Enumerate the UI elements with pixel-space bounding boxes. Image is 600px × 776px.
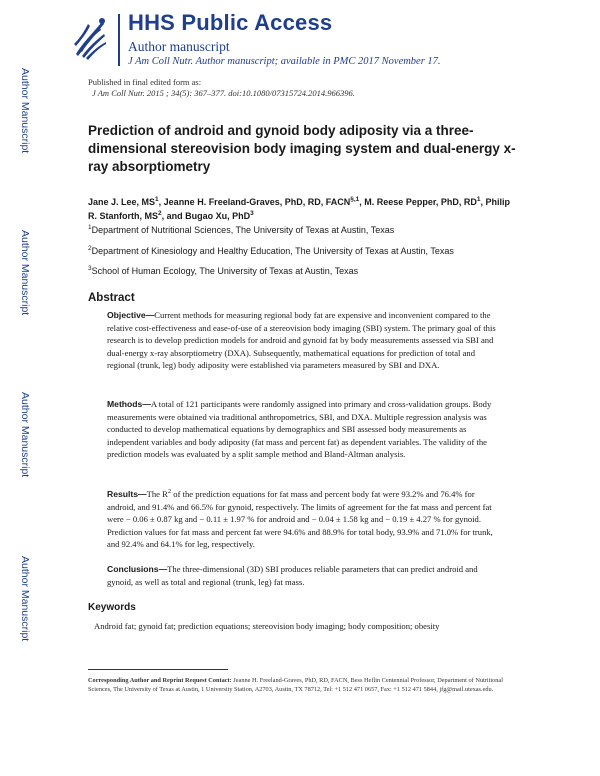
abstract-heading: Abstract <box>88 292 135 304</box>
citation: J Am Coll Nutr. 2015 ; 34(5): 367–377. doi:10.1080/07315724.2014.966396. <box>92 88 355 98</box>
abstract-results: Results—The $R^2$ of the prediction equations for fat mass and percent body fat were 93.2% and 76.4% for android, and 91.4% and 66.5% for gynoid, respectively. The limits of agreement for the fat mass and percent fat were − 0.06 ± 0.87 kg and − 0.11 ± 1.97 % for android and − 0.04 ± 1.58 kg and − 0.19 ± 4.27 % for gynoid. Prediction values for fat mass and percent fat were 94.6% and 88.9% for total body, 93.9% and 71.0% for trunk, and 92.4% and 64.1% for leg, respectively. <box>107 488 493 550</box>
keywords-heading: Keywords <box>88 602 136 613</box>
affiliation: $^2$Department of Kinesiology and Healthy Education, The University of Texas at Austin, Texas <box>88 245 454 256</box>
author-manuscript-label: Author manuscript <box>128 39 230 54</box>
side-label-author-manuscript: Author Manuscript <box>19 68 31 154</box>
hhs-eagle-logo-icon <box>72 14 110 62</box>
abstract-conclusions: Conclusions—The three-dimensional (3D) SBI produces reliable parameters that can predict android and gynoid, as well as total and regional (trunk, leg) fat mass. <box>107 564 478 587</box>
author: Jane J. Lee, MS <box>88 197 156 207</box>
author: M. Reese Pepper, PhD, RD <box>364 197 477 207</box>
brand-title: HHS Public Access <box>128 10 333 35</box>
author: Philip R. Stanforth, MS <box>88 197 510 221</box>
keywords-list: Android fat; gynoid fat; prediction equations; stereovision body imaging; body composition; obesity <box>94 621 440 631</box>
side-label-author-manuscript: Author Manuscript <box>19 556 31 642</box>
corresponding-author-footnote: Corresponding Author and Reprint Request Contact: Jeanne H. Freeland-Graves, PhD, RD, FACN, Bess Heflin Centennial Professor, Department of Nutritional Sciences, The University of Texas at Austin, 1 University Station, A2703, Austin, TX 78712, Tel: +1 512 471 0657, Fax: +1 512 471 5844, jfg@mail.utexas.edu. <box>88 677 503 694</box>
header-divider <box>118 14 120 66</box>
affiliation: $^3$School of Human Ecology, The University of Texas at Austin, Texas <box>88 265 359 276</box>
abstract-methods: Methods—A total of 121 participants were randomly assigned into primary and cross-validation groups. Body measurements were obtained via traditional anthropometrics, SBI, and DXA. Multiple regression analysis was conducted to develop mathematical equations by demographics and SBI assessed body measurements as independent variables and body adiposity (fat mass and percent fat) as dependent variables. The validity of the prediction models was evaluated by a split sample method and Bland-Altman analysis. <box>107 399 492 460</box>
author-list: Jane J. Lee, $MS^1$, Jeanne H. Freeland-Graves, PhD, RD, $FACN^{\S,1}$, M. Reese Pepper, PhD, $RD^1$, Philip R. Stanforth, $MS^2$, and Bugao Xu, PhD$^3$ <box>88 196 510 221</box>
side-label-author-manuscript: Author Manuscript <box>19 392 31 478</box>
affiliation: $^1$Department of Nutritional Sciences, The University of Texas at Austin, Texas <box>88 224 395 235</box>
footnote-divider <box>88 669 228 670</box>
journal-availability: J Am Coll Nutr. Author manuscript; available in PMC 2017 November 17. <box>128 56 441 67</box>
author: Bugao Xu, PhD <box>185 211 251 221</box>
article-title: Prediction of android and gynoid body adiposity via a three-dimensional stereovision body imaging system and dual-energy x-ray absorptiometry <box>88 123 516 174</box>
side-label-author-manuscript: Author Manuscript <box>19 230 31 316</box>
abstract-objective: Objective—Current methods for measuring regional body fat are expensive and inconvenient compared to the relative cost-effectiveness and ease-of-use of a stereovision body imaging (SBI) system. The primary goal of this research is to develop prediction models for android and gynoid fat by body measurements assessed via SBI and dual-energy x-ray absorptiometry (DXA). Subsequently, mathematical equations for prediction of total and regional (trunk, leg) body adiposity were established via parameters measured by SBI and DXA. <box>107 310 496 371</box>
author: Jeanne H. Freeland-Graves, PhD, RD, FACN <box>163 197 351 207</box>
published-note: Published in final edited form as: <box>88 77 202 87</box>
